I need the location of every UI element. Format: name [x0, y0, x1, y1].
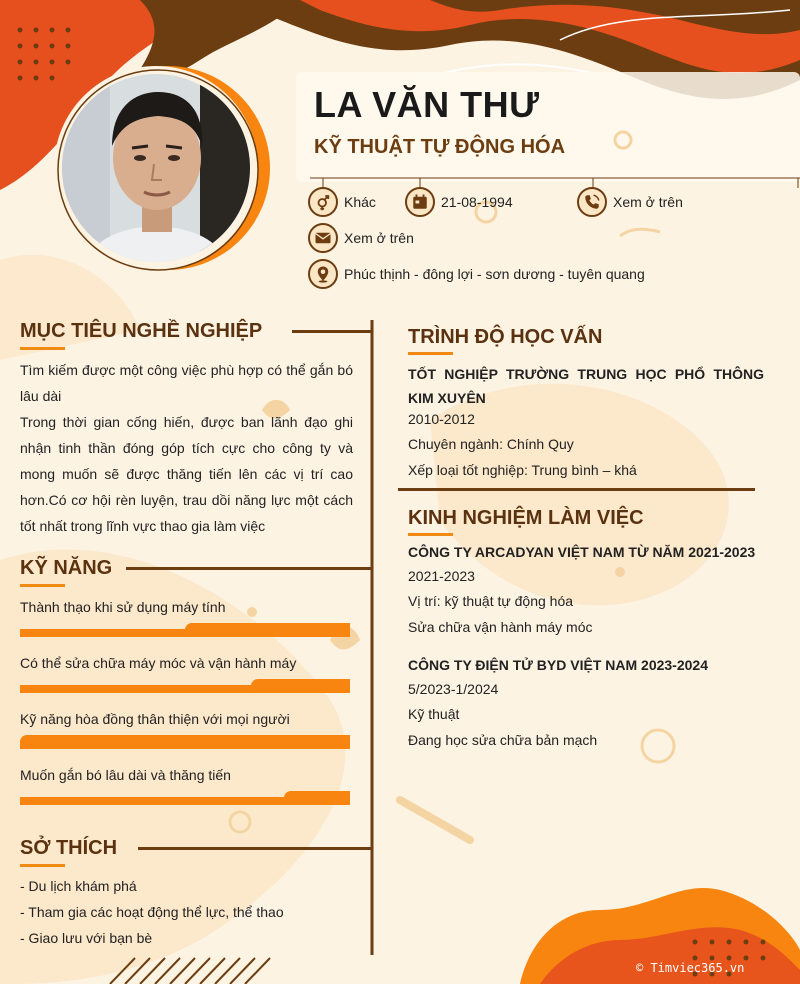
experience-heading: KINH NGHIỆM LÀM VIỆC [408, 507, 644, 529]
job-period: 5/2023-1/2024 [408, 681, 499, 697]
job-description: Sửa chữa vận hành máy móc [408, 619, 593, 635]
objective-text-1: Tìm kiếm được một công việc phù hợp có thể gắn bó lâu dài [20, 362, 353, 404]
address-value: Phúc thịnh - đông lợi - sơn dương - tuyên quang [344, 266, 645, 282]
skill-label-3: Kỹ năng hòa đồng thân thiện với mọi người [20, 711, 290, 727]
skill-label-1: Thành thạo khi sử dụng máy tính [20, 599, 226, 615]
phone-value: Xem ở trên [613, 194, 683, 210]
skill-bar-level [251, 679, 350, 693]
skill-bar-2 [20, 679, 350, 693]
education-school: TỐT NGHIỆP TRƯỜNG TRUNG HỌC PHỔ THÔNG KIM XUYÊN [408, 366, 764, 406]
job-description: Đang học sửa chữa bản mạch [408, 732, 598, 748]
hobbies-divider [138, 847, 372, 850]
gender-icon [308, 187, 338, 217]
education-period: 2010-2012 [408, 411, 475, 427]
hobbies-underline [20, 864, 65, 867]
job-company: CÔNG TY ARCADYAN VIỆT NAM TỪ NĂM 2021-2023 [408, 544, 756, 560]
hobbies-heading: SỞ THÍCH [20, 837, 118, 859]
objective-text-2: Trong thời gian cống hiến, được ban lãnh đạo ghi nhận tinh thần đóng góp tích cực cho công ty và mong muốn sẽ được thăng tiến lên các vị trí cao hơn.Có cơ hội rèn luyện, trau dồi năng lực một cách tốt nhất trong lĩnh vực thao gia làm việc [20, 414, 353, 534]
location-pin-icon [308, 259, 338, 289]
skill-label-2: Có thể sửa chữa máy móc và vận hành máy [20, 655, 297, 671]
phone-icon [577, 187, 607, 217]
skill-bar-4 [20, 791, 350, 805]
skill-bar-1 [20, 623, 350, 637]
objective-divider [292, 330, 372, 333]
job-position: Vị trí: kỹ thuật tự động hóa [408, 593, 574, 609]
phone-info [577, 187, 683, 217]
gender-info [308, 187, 376, 217]
candidate-name: LA VĂN THƯ [314, 84, 540, 125]
education-underline [408, 352, 453, 355]
avatar [50, 58, 294, 274]
job-period: 2021-2023 [408, 568, 475, 584]
gender-value: Khác [344, 194, 376, 210]
skill-bar-3 [20, 735, 350, 749]
skill-bar-level [284, 791, 350, 805]
calendar-icon [405, 187, 435, 217]
watermark: © Timviec365.vn [636, 961, 745, 975]
experience-underline [408, 533, 453, 536]
job-title: KỸ THUẬT TỰ ĐỘNG HÓA [314, 136, 566, 158]
address-info [308, 259, 645, 289]
skills-underline [20, 584, 65, 587]
hobby-item: - Tham gia các hoạt động thể lực, thể thao [20, 904, 284, 920]
email-value: Xem ở trên [344, 230, 414, 246]
education-divider [398, 488, 755, 491]
envelope-icon [308, 223, 338, 253]
skills-divider [126, 567, 372, 570]
skill-bar-level [185, 623, 350, 637]
birthdate-value: 21-08-1994 [441, 194, 513, 210]
birthdate-info [405, 187, 513, 217]
hobby-item: - Du lịch khám phá [20, 878, 137, 894]
objective-heading: MỤC TIÊU NGHỀ NGHIỆP [20, 320, 263, 342]
skills-heading: KỸ NĂNG [20, 557, 113, 579]
job-company: CÔNG TY ĐIỆN TỬ BYD VIỆT NAM 2023-2024 [408, 657, 708, 673]
hobby-item: - Giao lưu với bạn bè [20, 930, 153, 946]
education-grade: Xếp loại tốt nghiệp: Trung bình – khá [408, 462, 637, 478]
education-heading: TRÌNH ĐỘ HỌC VẤN [408, 326, 603, 348]
email-info [308, 223, 414, 253]
education-major: Chuyên ngành: Chính Quy [408, 436, 574, 452]
skill-bar-level [20, 735, 350, 749]
skill-label-4: Muốn gắn bó lâu dài và thăng tiến [20, 767, 231, 783]
objective-underline [20, 347, 65, 350]
job-position: Kỹ thuật [408, 706, 460, 722]
